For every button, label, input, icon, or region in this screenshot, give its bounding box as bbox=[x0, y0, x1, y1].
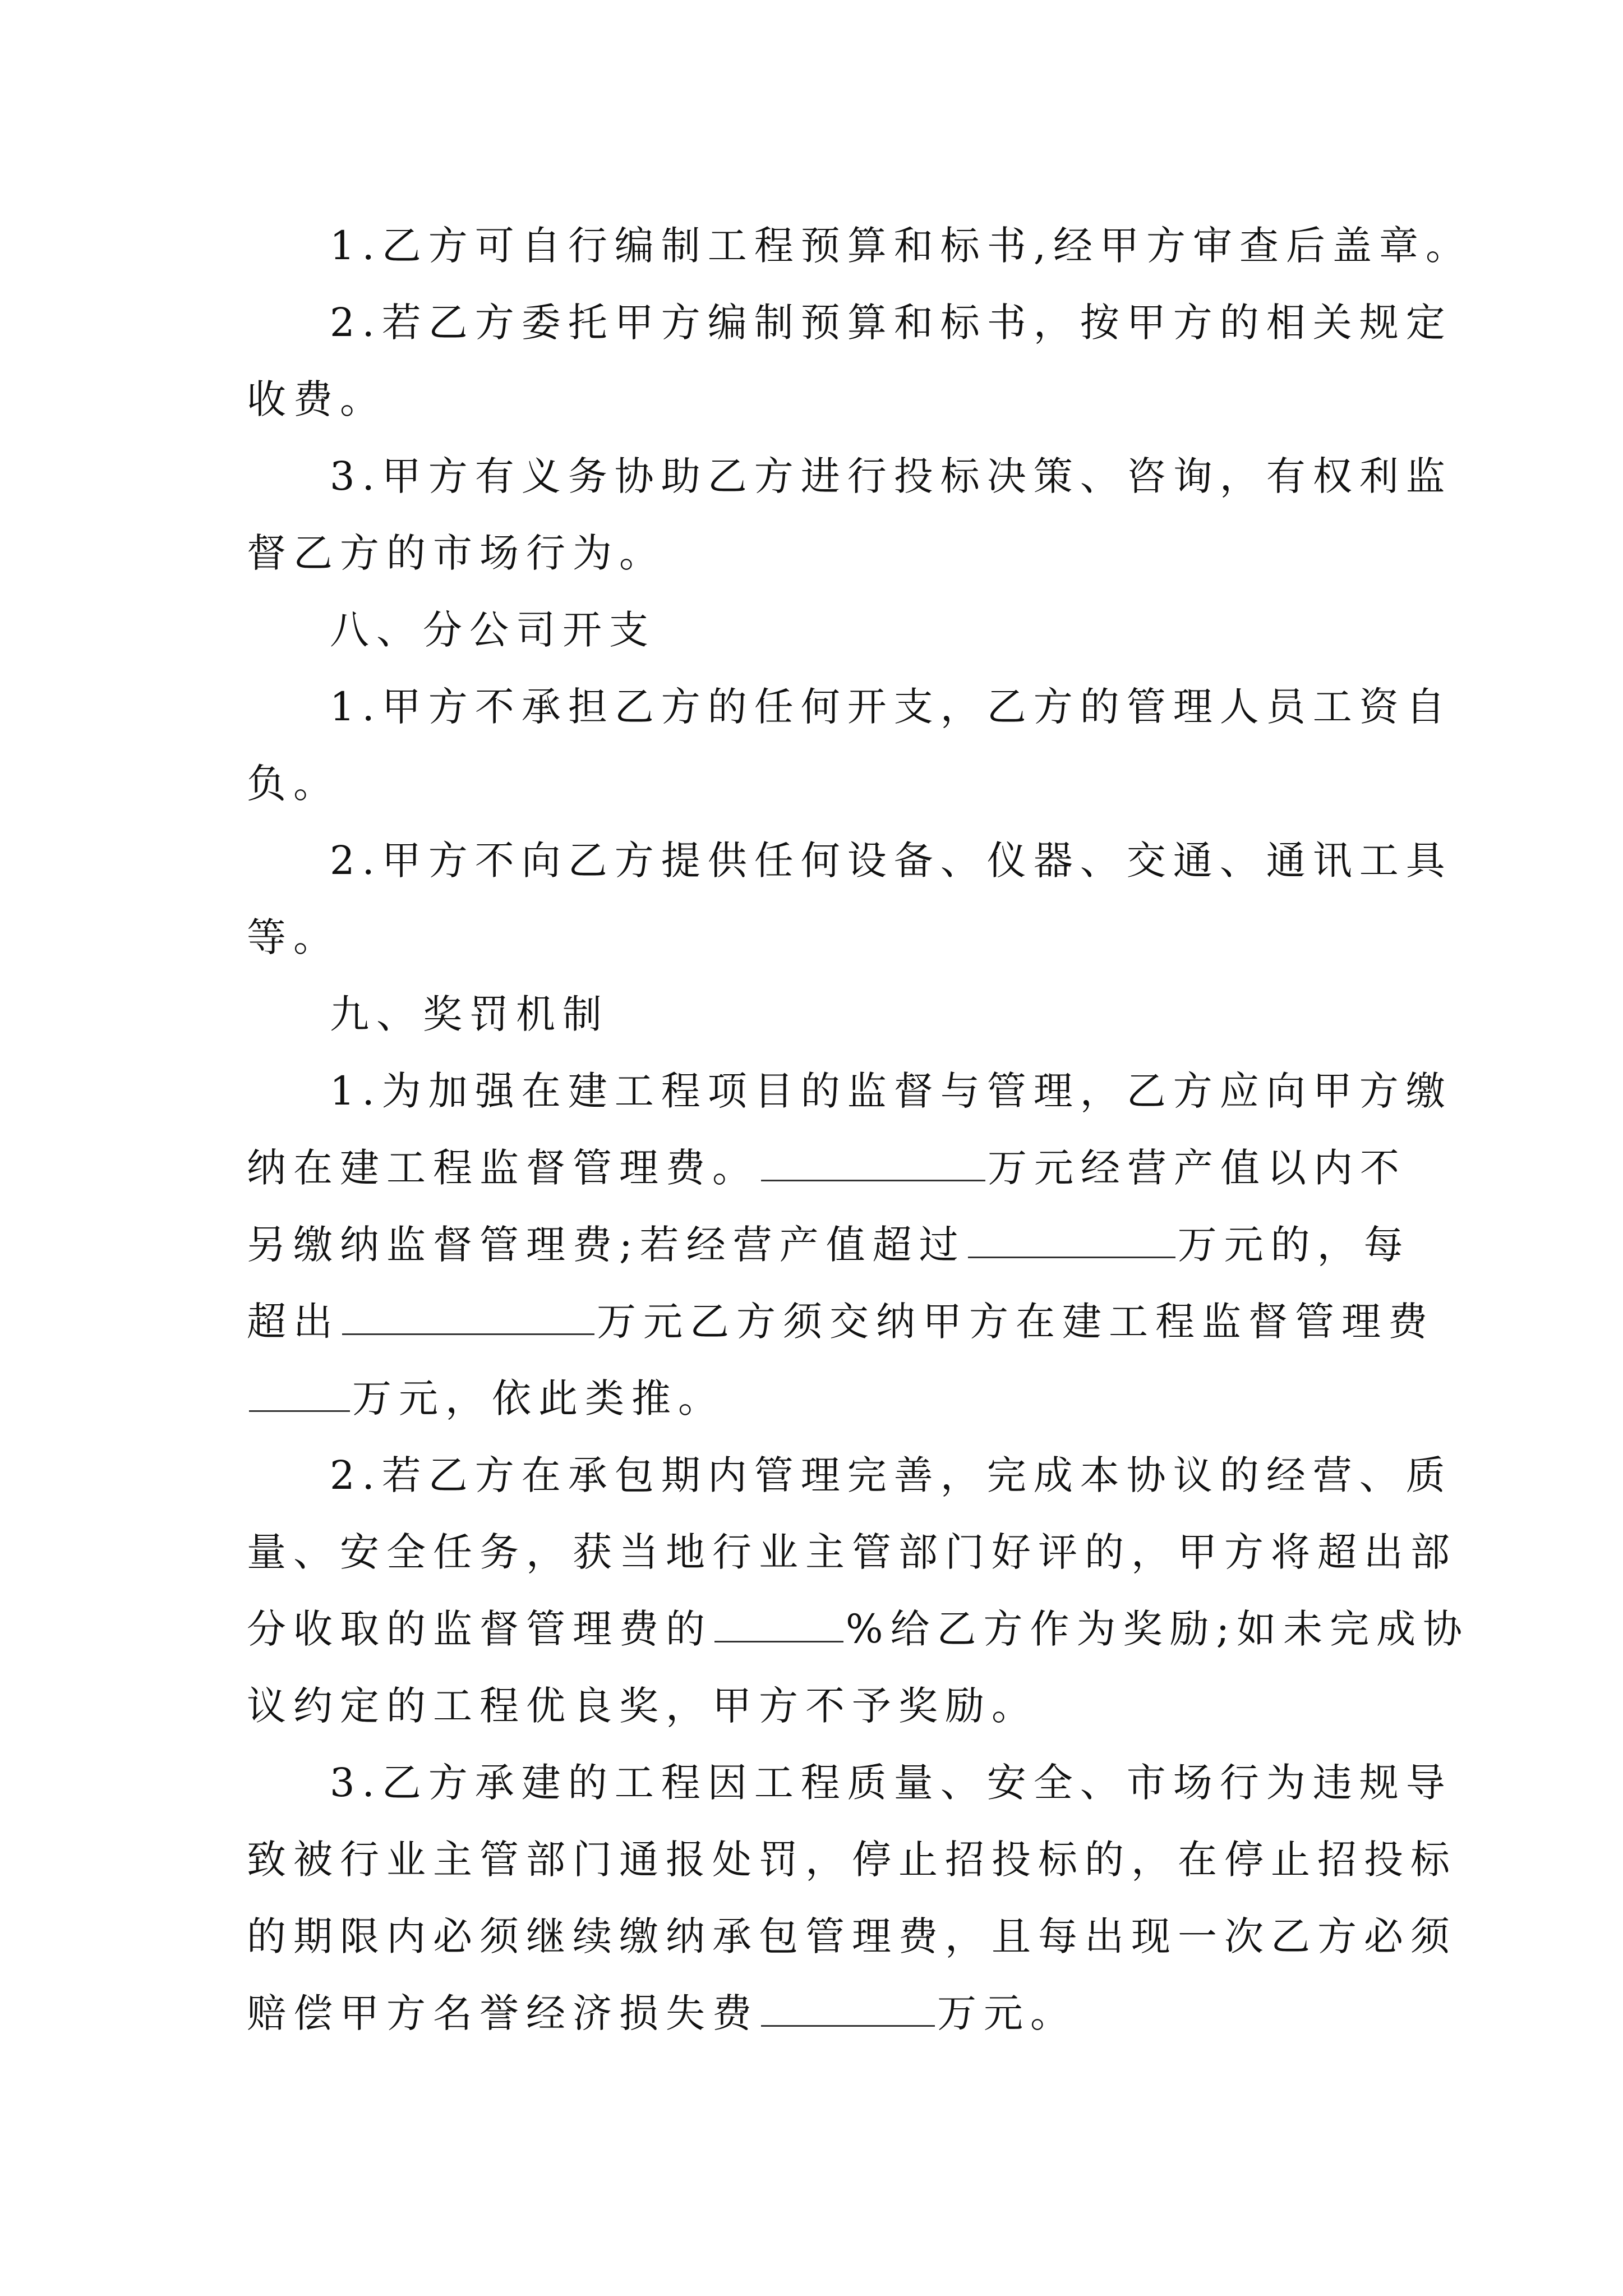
section-heading: 九、奖罚机制 bbox=[330, 991, 609, 1037]
fill-in-blank[interactable] bbox=[714, 1606, 843, 1642]
text-segment: %给乙方作为奖励;如未完成协 bbox=[846, 1606, 1470, 1652]
paragraph-line bbox=[247, 1283, 1435, 1360]
fill-in-blank[interactable] bbox=[761, 1990, 935, 2027]
text-segment: 万元，依此类推。 bbox=[352, 1375, 725, 1421]
paragraph-line: 1.为加强在建工程项目的监督与管理，乙方应向甲方缴 bbox=[330, 1068, 1453, 1114]
text-segment: 超出 bbox=[247, 1299, 340, 1345]
paragraph-line: 3.乙方承建的工程因工程质量、安全、市场行为违规导 bbox=[330, 1760, 1453, 1806]
paragraph-line: 1.乙方可自行编制工程预算和标书,经甲方审查后盖章。 bbox=[330, 223, 1473, 269]
paragraph-line: 议约定的工程优良奖，甲方不予奖励。 bbox=[247, 1683, 1038, 1729]
paragraph-line bbox=[247, 1591, 1470, 1668]
paragraph-line: 收费。 bbox=[247, 376, 386, 422]
paragraph-line: 负。 bbox=[247, 761, 340, 807]
text-segment: 另缴纳监督管理费;若经营产值超过 bbox=[247, 1222, 966, 1268]
fill-in-blank[interactable] bbox=[249, 1375, 350, 1412]
paragraph-line: 3.甲方有义务协助乙方进行投标决策、咨询，有权利监 bbox=[330, 453, 1453, 499]
paragraph-line bbox=[247, 1975, 1391, 2052]
paragraph-line: 1.甲方不承担乙方的任何开支，乙方的管理人员工资自 bbox=[330, 684, 1453, 730]
paragraph-line bbox=[247, 1207, 1410, 1283]
paragraph-line: 督乙方的市场行为。 bbox=[247, 530, 666, 576]
text-segment: 万元的，每 bbox=[1177, 1222, 1410, 1268]
fill-in-blank[interactable] bbox=[761, 1145, 985, 1181]
fill-in-blank[interactable] bbox=[968, 1222, 1175, 1258]
paragraph-line: 2.若乙方委托甲方编制预算和标书，按甲方的相关规定 bbox=[330, 300, 1453, 346]
text-segment: 赔偿甲方名誉经济损失费 bbox=[247, 1990, 759, 2036]
paragraph-line: 等。 bbox=[247, 914, 340, 960]
paragraph-line: 2.甲方不向乙方提供任何设备、仪器、交通、通讯工具 bbox=[330, 838, 1453, 884]
text-segment: 分收取的监督管理费的 bbox=[247, 1606, 712, 1652]
paragraph-line: 2.若乙方在承包期内管理完善，完成本协议的经营、质 bbox=[330, 1452, 1453, 1498]
paragraph-line bbox=[247, 1360, 1391, 1437]
section-heading: 八、分公司开支 bbox=[330, 607, 656, 653]
paragraph-line: 致被行业主管部门通报处罚，停止招投标的，在停止招投标 bbox=[247, 1837, 1457, 1883]
paragraph-line bbox=[247, 1130, 1407, 1207]
text-segment: 纳在建工程监督管理费。 bbox=[247, 1145, 759, 1191]
document-body bbox=[247, 208, 1473, 2052]
text-segment: 万元经营产值以内不 bbox=[988, 1145, 1407, 1191]
fill-in-blank[interactable] bbox=[342, 1299, 594, 1335]
paragraph-line: 量、安全任务，获当地行业主管部门好评的，甲方将超出部 bbox=[247, 1529, 1457, 1575]
text-segment: 万元。 bbox=[937, 1990, 1077, 2036]
text-segment: 万元乙方须交纳甲方在建工程监督管理费 bbox=[597, 1299, 1435, 1345]
paragraph-line: 的期限内必须继续缴纳承包管理费，且每出现一次乙方必须 bbox=[247, 1913, 1457, 1959]
